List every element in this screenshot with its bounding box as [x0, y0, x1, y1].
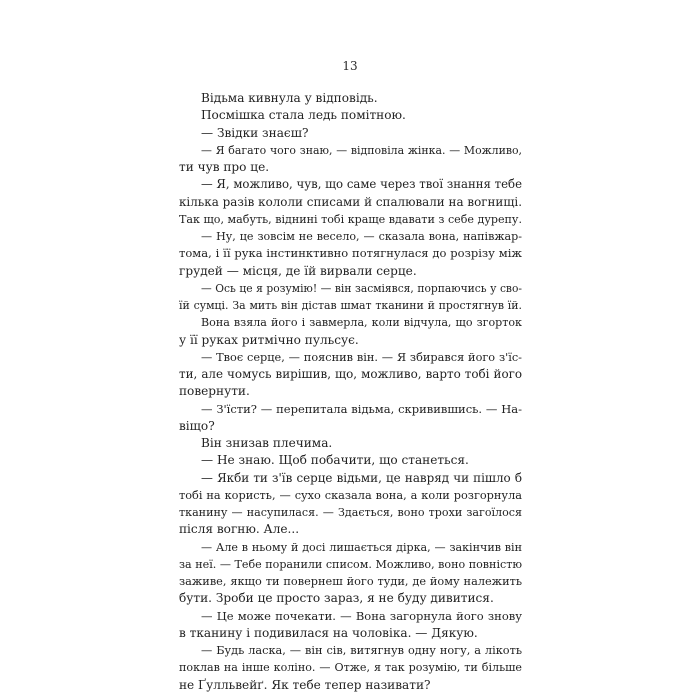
text-line: тканину — насупилася. — Здається, воно трохи загоїлося — [179, 506, 522, 519]
page-number: 13 — [342, 59, 358, 73]
text-line: Відьма кивнула у відповідь. — [201, 91, 378, 105]
text-line: — Будь ласка, — він сів, витягнув одну ногу, а лікоть — [201, 644, 522, 657]
text-line: Він знизав плечима. — [201, 436, 333, 450]
text-line: віщо? — [179, 418, 215, 433]
text-line: Так що, мабуть, віднині тобі краще вдавати з себе дурепу. — [179, 212, 522, 226]
text-line: Вона взяла його і завмерла, коли відчула, що згорток — [201, 316, 522, 330]
text-line: — Не знаю. Щоб побачити, що станеться. — [201, 453, 469, 468]
text-line: — Якби ти з'їв серце відьми, це навряд чи пішло б — [201, 470, 522, 485]
text-line: за неї. — Тебе поранили списом. Можливо, воно повністю — [179, 557, 522, 571]
text-line: у її руках ритмічно пульсує. — [179, 332, 359, 347]
text-line: після вогню. Але... — [179, 522, 300, 537]
text-line: грудей — місця, де їй вирвали серце. — [179, 263, 417, 278]
text-line: — Це може почекати. — Вона загорнула його знову — [201, 608, 522, 623]
text-line: Посмішка стала ледь помітною. — [201, 108, 406, 123]
body-text — [179, 90, 522, 694]
text-line: — Я багато чого знаю, — відповіла жінка. — Можливо, — [201, 143, 522, 157]
text-line: не Ґулльвейґ. Як тебе тепер називати? — [179, 677, 431, 692]
text-line: — Але в ньому й досі лишається дірка, — закінчив він — [201, 540, 522, 554]
text-line: ти, але чомусь вирішив, що, можливо, варто тобі його — [179, 367, 522, 381]
text-line: — Твоє серце, — пояснив він. — Я збирався його з'їс- — [201, 350, 522, 364]
text-line: — Ось це я розумію! — він засміявся, порпаючись у сво- — [201, 281, 522, 295]
text-line: в тканину і подивилася на чоловіка. — Дякую. — [179, 625, 478, 640]
text-line: — Ну, це зовсім не весело, — сказала вона, напівжар- — [201, 230, 522, 243]
text-line: повернути. — [179, 384, 250, 399]
text-line: тобі на користь, — сухо сказала вона, а коли розгорнула — [179, 488, 522, 502]
text-line: — Я, можливо, чув, що саме через твої знання тебе — [201, 177, 522, 192]
text-line: ти чув про це. — [179, 160, 270, 174]
text-line: — З'їсти? — перепитала відьма, скривившись. — На- — [201, 401, 522, 416]
text-line: їй сумці. За мить він дістав шмат тканини й простягнув їй. — [179, 299, 522, 312]
text-line: кілька разів кололи списами й спалювали на вогнищі. — [179, 194, 522, 209]
text-line: бути. Зроби це просто зараз, я не буду дивитися. — [179, 591, 494, 606]
text-line: заживе, якщо ти повернеш його туди, де йому належить — [179, 575, 522, 588]
text-line: тома, і її рука інстинктивно потягнулася до розрізу між — [179, 246, 522, 261]
text-line: поклав на інше коліно. — Отже, я так розумію, ти більше — [179, 661, 522, 675]
text-line: — Звідки знаєш? — [201, 125, 309, 140]
